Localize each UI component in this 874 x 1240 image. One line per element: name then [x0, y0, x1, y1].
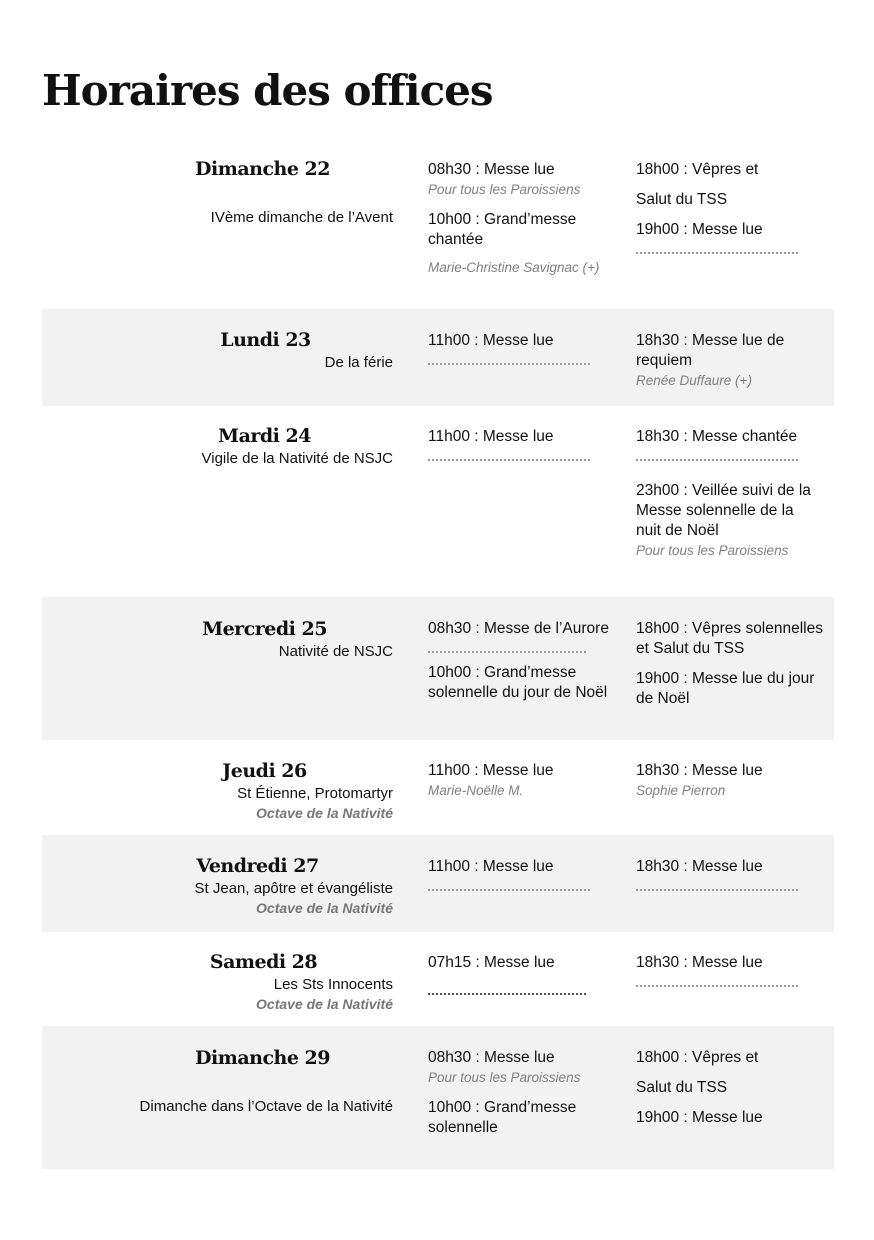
- day-title: Vendredi 27: [196, 855, 319, 877]
- services-evening-dimanche-29: [636, 1048, 834, 1128]
- service-time: 07h15 : Messe lue: [428, 954, 555, 971]
- feast-label: St Jean, apôtre et évangéliste: [194, 880, 393, 897]
- mass-intention: Marie-Christine Savignac (+): [428, 260, 600, 275]
- day-cell-samedi-28: [42, 949, 393, 1014]
- feast-label: Nativité de NSJC: [278, 643, 393, 660]
- day-title: Lundi 23: [220, 329, 311, 351]
- day-title: Dimanche 29: [195, 1047, 330, 1069]
- service-time: Salut du TSS: [636, 1079, 728, 1096]
- service-time: 10h00 : Grand’messe solennelle du jour de Noël: [428, 664, 608, 701]
- services-evening-mardi-24: [636, 427, 834, 561]
- dotted-placeholder: [636, 979, 798, 987]
- services-morning-dimanche-22: [428, 160, 628, 278]
- service-time: 18h30 : Messe lue: [636, 954, 763, 971]
- service-time: 23h00 : Veillée suivi de la Messe solennelle de la nuit de Noël: [636, 482, 811, 539]
- services-morning-samedi-28: [428, 953, 628, 995]
- service-time: 08h30 : Messe de l’Aurore: [428, 620, 609, 637]
- service-time: 18h30 : Messe lue de requiem: [636, 332, 785, 369]
- service-time: 19h00 : Messe lue: [636, 221, 763, 238]
- service-time: 08h30 : Messe lue: [428, 1049, 555, 1066]
- services-morning-dimanche-29: [428, 1048, 628, 1138]
- day-title: Samedi 28: [209, 951, 318, 973]
- mass-intention: Pour tous les Paroissiens: [636, 543, 789, 558]
- services-evening-dimanche-22: [636, 160, 834, 254]
- service-time: 18h30 : Messe lue: [636, 858, 763, 875]
- feast-label: Les Sts Innocents: [273, 976, 393, 993]
- page-title: Horaires des offices: [42, 66, 493, 115]
- dotted-placeholder: [636, 453, 798, 461]
- day-title: Dimanche 22: [195, 158, 330, 180]
- dotted-placeholder: [428, 645, 586, 653]
- mass-intention: Marie-Noëlle M.: [428, 783, 524, 798]
- services-morning-vendredi-27: [428, 857, 628, 891]
- dotted-placeholder: [428, 883, 590, 891]
- octave-label: Octave de la Nativité: [256, 996, 393, 1012]
- feast-label: Vigile de la Nativité de NSJC: [201, 450, 393, 467]
- service-time: 18h00 : Vêpres solennelles et Salut du TSS: [636, 620, 823, 657]
- day-cell-dimanche-22: [42, 156, 393, 228]
- dotted-placeholder: [428, 987, 586, 995]
- service-time: 08h30 : Messe lue: [428, 161, 555, 178]
- service-time: 19h00 : Messe lue: [636, 1109, 763, 1126]
- service-time: 10h00 : Grand’messe solennelle: [428, 1099, 577, 1136]
- services-evening-lundi-23: [636, 331, 834, 391]
- day-cell-mardi-24: [42, 423, 393, 469]
- octave-label: Octave de la Nativité: [256, 900, 393, 916]
- service-time: 11h00 : Messe lue: [428, 332, 554, 349]
- day-cell-jeudi-26: [42, 758, 393, 823]
- service-time: 11h00 : Messe lue: [428, 428, 554, 445]
- day-cell-mercredi-25: [42, 616, 393, 662]
- service-time: 18h00 : Vêpres et: [636, 161, 759, 178]
- service-time: 19h00 : Messe lue du jour de Noël: [636, 670, 815, 707]
- service-time: Salut du TSS: [636, 191, 728, 208]
- mass-intention: Pour tous les Paroissiens: [428, 1070, 581, 1085]
- service-time: 11h00 : Messe lue: [428, 762, 554, 779]
- mass-intention: Pour tous les Paroissiens: [428, 182, 581, 197]
- mass-intention: Sophie Pierron: [636, 783, 726, 798]
- feast-label: Dimanche dans l’Octave de la Nativité: [139, 1098, 393, 1115]
- services-evening-mercredi-25: [636, 619, 834, 709]
- feast-label: De la férie: [324, 354, 393, 371]
- services-morning-mercredi-25: [428, 619, 628, 703]
- octave-label: Octave de la Nativité: [256, 805, 393, 821]
- service-time: 18h00 : Vêpres et: [636, 1049, 759, 1066]
- services-evening-jeudi-26: [636, 761, 834, 801]
- day-cell-vendredi-27: [42, 853, 393, 918]
- dotted-placeholder: [428, 357, 590, 365]
- day-title: Mercredi 25: [202, 618, 327, 640]
- day-title: Mardi 24: [218, 425, 311, 447]
- day-cell-dimanche-29: [42, 1045, 393, 1117]
- dotted-placeholder: [636, 246, 798, 254]
- dotted-placeholder: [428, 453, 590, 461]
- service-time: 18h30 : Messe lue: [636, 762, 763, 779]
- service-time: 18h30 : Messe chantée: [636, 428, 798, 445]
- services-morning-lundi-23: [428, 331, 628, 365]
- service-time: 10h00 : Grand’messe chantée: [428, 211, 577, 248]
- services-evening-vendredi-27: [636, 857, 834, 891]
- day-title: Jeudi 26: [222, 760, 307, 782]
- day-cell-lundi-23: [42, 327, 393, 373]
- service-time: 11h00 : Messe lue: [428, 858, 554, 875]
- feast-label: IVème dimanche de l’Avent: [210, 209, 393, 226]
- services-morning-jeudi-26: [428, 761, 628, 801]
- feast-label: St Étienne, Protomartyr: [237, 785, 393, 802]
- mass-intention: Renée Duffaure (+): [636, 373, 752, 388]
- services-evening-samedi-28: [636, 953, 834, 987]
- dotted-placeholder: [636, 883, 798, 891]
- services-morning-mardi-24: [428, 427, 628, 461]
